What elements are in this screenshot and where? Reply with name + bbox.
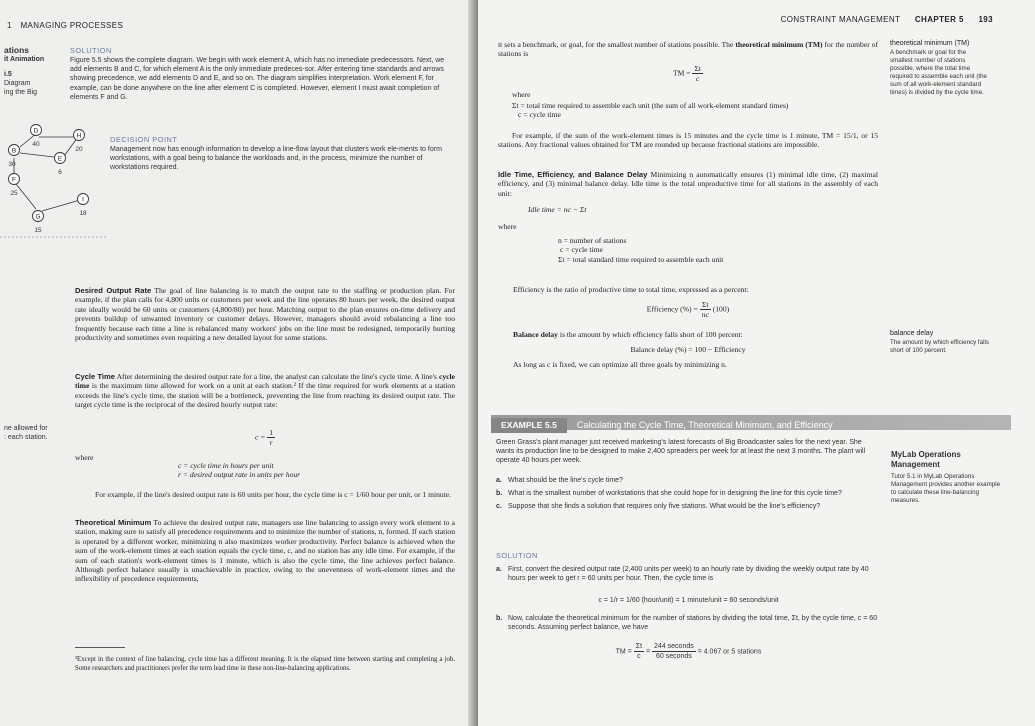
answer-b-text: Now, calculate the theoretical minimum for the number of stations by dividing the total time, Σt, by the cycle time, c = 60 seconds. Assuming perfect balance, we have — [508, 615, 878, 632]
sidebar-bd-text: The amount by which efficiency falls short of 100 percent. — [890, 339, 989, 354]
tm-equation — [498, 64, 878, 83]
idle-definitions — [558, 236, 858, 264]
eq-c-den: r — [269, 438, 273, 447]
balance-delay-paragraph — [513, 330, 883, 339]
right-page — [478, 0, 1035, 726]
sidebar-bd-definition — [890, 330, 990, 355]
eq-c-num: 1 — [269, 428, 274, 437]
cycle-time-heading: Cycle Time — [75, 372, 116, 381]
node-h-time: 20 — [75, 146, 83, 153]
def-sum-t-idle: Σt = total standard time required to assemble each unit — [558, 254, 724, 264]
answer-b-equation — [496, 642, 881, 661]
tm-intro-b: for the number of stations is — [498, 40, 879, 59]
example-intro: Green Grass's plant manager just received marketing's latest forecasts of Big Broadcaster sales for the next year. She wants its production line to be designed to make 2,400 spreaders per week for at least the next 3 months. The plant will operate 40 hours per week. — [496, 439, 866, 465]
example-title: Calculating the Cycle Time, Theoretical Minimum, and Efficiency — [576, 420, 833, 430]
answer-a — [496, 565, 881, 583]
sidebar-line: ations — [4, 45, 30, 55]
idle-time-equation: Idle time = nc − Σt — [528, 205, 587, 214]
tm-example: For example, if the sum of the work-element times is 15 minutes and the cycle time is 1 minute, TM = 15/1, or 15 stations. Any fractional values obtained for TM are rounded up because fractional stations are impossible. — [498, 131, 878, 150]
tm-definitions — [512, 101, 892, 120]
tm-intro-a: it sets a benchmark, or goal, for the smallest number of stations possible. The — [498, 40, 734, 49]
right-page-number: 193 — [978, 15, 993, 24]
minimize-text: As long as c is fixed, we can optimize all three goals by minimizing n. — [513, 360, 727, 369]
left-sidebar-note — [4, 424, 64, 442]
mylab-title: MyLab Operations Management — [891, 450, 961, 469]
cycle-time-equation — [75, 428, 455, 447]
theoretical-minimum-text: To achieve the desired output rate, managers use line balancing to assign every work element to a station, making sure to satisfy all precedence requirements and to minimize the number of stations, n, formed. If each station is operated by a different worker, minimizing n also maximizes worker productivity. Perfect balance is achieved when the sum of the work-element times at each station equals the cycle time, c, and no station has any idle time. For example, if the sum of each station's work-element times is 1 minute, which is also the cycle time, the line achieves perfect balance. Although perfect balance usually is unachievable in practice, owing to the unevenness of work-element times and the inflexibility of precedence requirements, — [75, 518, 456, 584]
decision-point-label: DECISION POINT — [110, 135, 178, 144]
eq-eff-lhs: Efficiency (%) = — [646, 304, 698, 314]
sidebar-bd-title: balance delay — [890, 330, 934, 337]
node-f-label: F — [12, 176, 16, 184]
efficiency-equation — [498, 300, 878, 319]
precedence-diagram — [0, 118, 110, 240]
left-page-number: 1 — [7, 21, 12, 30]
example-tag: EXAMPLE 5.5 — [491, 418, 567, 433]
diagram-edge — [16, 184, 36, 209]
where-label-tm: where — [512, 90, 531, 99]
eq-tm-num: Σt — [694, 64, 701, 73]
eq-b-num2: 244 seconds — [652, 642, 696, 652]
node-e-time: 6 — [58, 169, 62, 176]
where-label-left: where — [75, 453, 94, 462]
eq-b-fraction-2 — [652, 642, 696, 661]
eq-c-lhs: c = — [254, 432, 266, 442]
diagram-edge — [42, 200, 80, 211]
left-sidebar — [4, 46, 64, 97]
left-page — [0, 0, 475, 726]
desired-output-heading: Desired Output Rate — [75, 286, 152, 295]
eq-b-den2: 60 seconds — [655, 653, 692, 661]
cycle-time-term: cycle time — [75, 372, 456, 391]
sidebar-line: ne allowed for — [4, 425, 48, 432]
node-b-label: B — [11, 147, 17, 155]
desired-output-rate-paragraph — [75, 286, 455, 342]
example-questions — [496, 476, 881, 512]
def-c-idle: c = cycle time — [560, 245, 603, 255]
solution-label: SOLUTION — [70, 46, 112, 55]
node-i-label: I — [82, 196, 84, 204]
eq-tm-fraction — [692, 64, 703, 83]
theoretical-minimum-paragraph — [75, 518, 455, 584]
cycle-time-example: For example, if the line's desired output rate is 60 units per hour, the cycle time is c = 1/60 hour per unit, or 1 minute. — [95, 490, 452, 499]
eq-tm-den: c — [696, 74, 700, 83]
def-n: n = number of stations — [558, 236, 627, 245]
eq-b-rhs: = 4.067 or 5 stations — [697, 648, 762, 656]
node-e-label: E — [57, 155, 63, 163]
solution-text: Figure 5.5 shows the complete diagram. We begin with work element A, which has no immediate predecessors. Next, we add elements B and C, for which element A is the only immediate predeces-sor. After entering time standards and arrows showing precedence, we add elements D and E, and so on. The diagram simplifies interpretation. Work element F, for example, can be done anywhere on the line after element C is completed. However, element I must await completion of elements F and G. — [70, 57, 445, 101]
left-running-head: MANAGING PROCESSES — [20, 21, 124, 30]
sidebar-line: : each station. — [4, 434, 48, 441]
node-g-time: 15 — [34, 227, 42, 234]
node-i-time: 18 — [79, 210, 87, 217]
left-page-header — [7, 21, 123, 30]
sidebar-tm-definition — [890, 40, 990, 97]
right-running-head: CONSTRAINT MANAGEMENT — [780, 15, 901, 24]
question-a — [496, 476, 881, 485]
tm-intro — [498, 40, 878, 59]
sidebar-line: Diagram — [4, 80, 31, 87]
node-d-time: 40 — [32, 141, 40, 148]
eq-b-lhs: TM = — [615, 648, 632, 656]
eq-eff-num: Σt — [700, 300, 711, 310]
node-h-label: H — [76, 132, 82, 140]
sidebar-line: it Animation — [4, 56, 45, 63]
footnote: ²Except in the context of line balancing, cycle time has a different meaning. It is the elapsed time between starting and completing a job. Some researchers and practitioners prefer the term lead time in these non-line-balancing applications. — [75, 656, 455, 672]
sidebar-tm-title: theoretical minimum (TM) — [890, 40, 970, 47]
idle-time-paragraph — [498, 170, 878, 198]
idle-time-text: Minimizing n automatically ensures (1) minimal idle time, (2) maximal efficiency, and (3) minimal balance delay. Idle time is the total unproductive time for all stations in the assembly of each unit: — [498, 170, 879, 198]
def-c-tm: c = cycle time — [518, 110, 561, 120]
def-c: c = cycle time in hours per unit — [178, 461, 274, 470]
cycle-time-text-b: is the maximum time allowed for work on a unit at each station.² If the time required for work elements at a station exceeds the line's cycle time, the station will be a bottleneck, preventing the line from reaching its desired output rate. The target cycle time is the reciprocal of the desired hourly output rate: — [75, 381, 456, 410]
cycle-time-definitions — [178, 461, 438, 480]
question-b — [496, 489, 881, 498]
theoretical-minimum-heading: Theoretical Minimum — [75, 518, 152, 527]
balance-delay-equation: Balance delay (%) = 100 − Efficiency — [630, 345, 746, 354]
eq-b-fraction-1 — [634, 642, 644, 661]
question-text: What is the smallest number of workstations that she could hope for in designing the line for this cycle time? — [508, 490, 842, 498]
def-sum-t: Σt = total time required to assemble each unit (the sum of all work-element standard times) — [512, 101, 789, 110]
node-d-label: D — [33, 127, 39, 135]
answer-marker: a. — [496, 566, 502, 573]
eq-eff-rhs: (100) — [712, 304, 730, 314]
question-marker: c. — [496, 503, 502, 511]
balance-delay-term: Balance delay — [513, 330, 558, 339]
node-f-time: 25 — [10, 190, 18, 197]
diagram-edge — [20, 153, 54, 157]
sidebar-line: ing the Big — [4, 89, 38, 96]
sidebar-tm-text: A benchmark or goal for the smallest number of stations possible, where the total time required to assemble each unit (the sum of all work-element standard times) is divided by the cycle time. — [890, 49, 987, 96]
sidebar-line: i.5 — [4, 71, 12, 78]
eq-b-equals: = — [645, 648, 651, 656]
decision-point-text: Management now has enough information to develop a line-flow layout that clusters work ele-ments to form workstations, with a goal being to balance the workloads and, in the process, minimize the number of workstations required. — [110, 146, 442, 172]
balance-delay-text: is the amount by which efficiency falls short of 100 percent: — [559, 330, 743, 339]
answer-marker: b. — [496, 615, 503, 622]
eq-c-fraction — [267, 428, 275, 447]
eq-eff-den: nc — [701, 310, 709, 319]
question-text: Suppose that she finds a solution that requires only five stations. What would be the line's efficiency? — [508, 503, 821, 511]
eq-eff-fraction — [700, 300, 711, 319]
node-g-label: G — [35, 213, 41, 221]
mylab-sidebar — [891, 450, 1001, 505]
node-b-time: 30 — [8, 161, 16, 168]
question-marker: a. — [496, 477, 502, 484]
answer-a-text: First, convert the desired output rate (2,400 units per week) to an hourly rate by dividing the weekly output rate by 40 hours per week to get r = 60 units per hour. Then, the cycle time is — [508, 566, 869, 583]
mylab-text: Tutor 5.1 in MyLab Operations Management provides another example to calculate these line-balancing measures. — [891, 473, 1001, 504]
example-banner — [491, 415, 1011, 430]
desired-output-text: The goal of line balancing is to match the output rate to the staffing or production plan. For example, if the plan calls for 4,800 units or customers per week and the line operates 80 hours per week, the desired output rate ideally would be 60 units or customers (4,800/80) per hour. Matching output to the plan ensures on-time delivery and prevents buildup of unwanted inventory or customer delays. However, managers should avoid rebalancing a line too frequently because each time a line is rebalanced many workers' jobs on the line must be redesigned, temporarily hurting productivity and sometimes even requiring a new detailed layout for some stations. — [75, 286, 455, 343]
question-text: What should be the line's cycle time? — [508, 477, 623, 484]
cycle-time-paragraph — [75, 372, 455, 410]
right-page-header — [781, 15, 993, 24]
question-marker: b. — [496, 490, 503, 498]
eq-tm-lhs: TM = — [672, 68, 691, 78]
where-label-idle: where — [498, 222, 517, 231]
def-r: r = desired output rate in units per hour — [178, 470, 301, 480]
idle-time-heading: Idle Time, Efficiency, and Balance Delay — [498, 170, 648, 179]
eq-b-den1: c — [637, 653, 641, 661]
answer-a-equation: c = 1/r = 1/60 (hour/unit) = 1 minute/unit = 60 seconds/unit — [598, 597, 779, 604]
question-c — [496, 502, 881, 511]
eq-b-num1: Σt — [634, 642, 644, 652]
tm-intro-term: theoretical minimum (TM) — [735, 40, 823, 49]
chapter-label: CHAPTER 5 — [914, 15, 964, 24]
cycle-time-text-a: After determining the desired output rate for a line, the analyst can calculate the line's cycle time. A line's — [116, 372, 438, 381]
footnote-rule — [75, 647, 125, 648]
efficiency-text: Efficiency is the ratio of productive time to total time, expressed as a percent: — [513, 285, 749, 294]
example-solution-label: SOLUTION — [496, 551, 538, 560]
answer-b — [496, 614, 881, 632]
